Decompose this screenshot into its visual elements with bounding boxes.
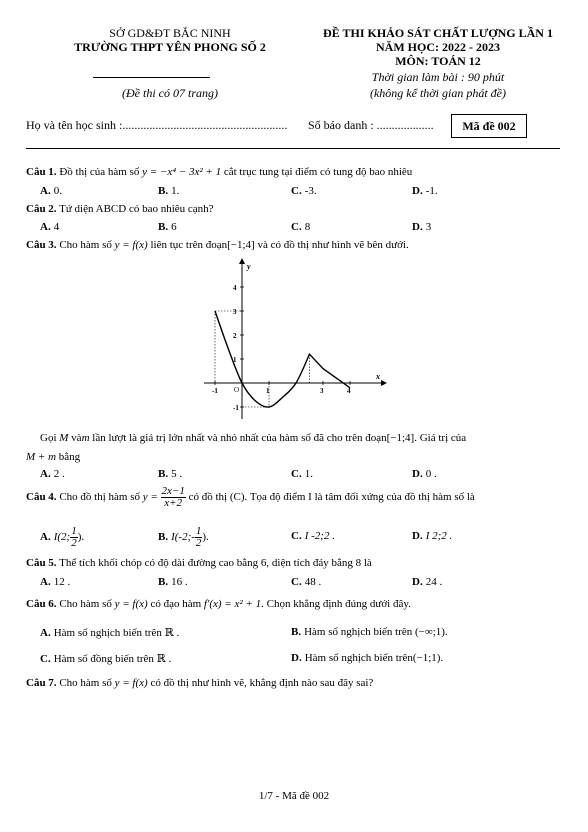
question-3 <box>26 239 409 251</box>
school-year: NĂM HỌC: 2022 - 2023 <box>376 40 500 54</box>
q3-interval: [−1;4] <box>227 239 255 251</box>
q4-option-a[interactable]: A. I(2; $\frac{1}{2}$ ). <box>40 525 85 549</box>
y-tick-label: 1 <box>233 356 237 364</box>
q5-option-a[interactable]: A. 12 . <box>40 576 71 588</box>
q5-option-c[interactable]: C. 48 . <box>291 576 322 588</box>
q2-option-d[interactable]: D. 3 <box>412 221 432 233</box>
q2-option-b[interactable]: B. 6 <box>158 221 177 233</box>
question-6: Câu 6. Cho hàm số y = f(x) có đạo hàm f′(x) = x² + 1. Chọn khẳng định đúng dưới đây. <box>26 598 411 610</box>
q3-option-d[interactable]: D. 0 . <box>412 468 437 480</box>
q1-option-a[interactable]: A. 0. <box>40 185 62 197</box>
q3-text-c: và có đồ thị như hình vẽ bên dưới. <box>257 239 409 251</box>
q6-label: Câu 6. <box>26 598 57 610</box>
student-id-field: Số báo danh : ................... <box>308 118 434 132</box>
y-axis-label: y <box>247 262 251 271</box>
q3-option-b[interactable]: B. 5 . <box>158 468 183 480</box>
q7-label: Câu 7. <box>26 677 57 689</box>
q6-option-d[interactable]: D. Hàm số nghịch biến trên(−1;1). <box>291 652 444 664</box>
exam-code-box: Mã đề 002 <box>451 114 527 138</box>
q6-option-c[interactable]: C. Hàm số đồng biến trên ℝ . <box>40 653 172 665</box>
x-axis-label: x <box>376 372 380 381</box>
q3-option-c[interactable]: C. 1. <box>291 468 313 480</box>
q1-option-d[interactable]: D. -1. <box>412 185 438 197</box>
y-tick-label: -1 <box>233 404 239 412</box>
q1-option-c[interactable]: C. -3. <box>291 185 317 197</box>
exam-time: Thời gian làm bài : 90 phút <box>371 70 505 84</box>
x-tick-label: 4 <box>347 387 351 395</box>
q4-label: Câu 4. <box>26 491 57 504</box>
y-tick-label: 2 <box>233 332 237 340</box>
q1-text-a: Đồ thị của hàm số <box>59 166 140 178</box>
q6-option-b[interactable]: B. Hàm số nghịch biến trên (−∞;1). <box>291 626 448 638</box>
q3-function-graph <box>200 255 390 425</box>
q2-text: Tứ diện ABCD có bao nhiêu cạnh? <box>59 203 214 215</box>
q3-body-line1: Gọi M vàm lần lượt là giá trị lớn nhất và nhỏ nhất của hàm số đã cho trên đoạn[−1;4]. Giá trị của <box>40 432 467 444</box>
y-tick-label: 3 <box>233 308 237 316</box>
q6-option-a[interactable]: A. Hàm số nghịch biến trên ℝ . <box>40 627 180 639</box>
student-divider <box>26 148 560 149</box>
q4-option-c[interactable]: C. I -2;2 . <box>291 530 335 542</box>
q2-option-a[interactable]: A. 4 <box>40 221 60 233</box>
question-4: Câu 4. Cho đồ thị hàm số y = $\frac{2x-1}{x+2}$ có đồ thị (C). Tọa độ điểm I là tâm đối xứng của đồ thị hàm số là <box>26 485 475 509</box>
q5-option-b[interactable]: B. 16 . <box>158 576 188 588</box>
y-tick-label: 4 <box>233 284 237 292</box>
school-name: TRƯỜNG THPT YÊN PHONG SỐ 2 <box>74 40 266 54</box>
page-footer: 1/7 - Mã đề 002 <box>258 790 330 802</box>
q3-body-line2: M + m bằng <box>26 451 81 463</box>
question-2 <box>26 203 214 215</box>
department-name: SỞ GD&ĐT BẮC NINH <box>109 26 231 40</box>
q2-label: Câu 2. <box>26 203 57 215</box>
header-divider <box>93 77 210 78</box>
q3-option-a[interactable]: A. 2 . <box>40 468 65 480</box>
question-1 <box>26 166 412 178</box>
q4-option-d[interactable]: D. I 2;2 . <box>412 530 453 542</box>
q5-label: Câu 5. <box>26 557 57 569</box>
q1-text-b: cắt trục tung tại điểm có tung độ bao nhiêu <box>223 166 413 178</box>
q1-formula: y = −x⁴ − 3x² + 1 <box>142 166 222 178</box>
q3-text-b: liên tục trên đoạn <box>150 239 228 251</box>
q1-option-b[interactable]: B. 1. <box>158 185 180 197</box>
q4-fraction: $\frac{2x-1}{x+2}$ <box>161 485 185 509</box>
question-7: Câu 7. Cho hàm số y = f(x) có đồ thị như hình vẽ, khẳng định nào sau đây sai? <box>26 677 374 689</box>
q3-text-a: Cho hàm số <box>59 239 112 251</box>
q5-option-d[interactable]: D. 24 . <box>412 576 443 588</box>
pages-note: (Đề thi có 07 trang) <box>122 86 218 100</box>
exam-title: ĐỀ THI KHẢO SÁT CHẤT LƯỢNG LẦN 1 <box>323 26 553 40</box>
student-name-field: Họ và tên học sinh :....................................................... <box>26 118 288 132</box>
q2-option-c[interactable]: C. 8 <box>291 221 311 233</box>
q3-label: Câu 3. <box>26 239 57 251</box>
x-tick-label: 1 <box>266 387 270 395</box>
q3-formula: y = f(x) <box>114 239 148 251</box>
x-tick-label: 3 <box>320 387 324 395</box>
q4-option-b[interactable]: B. I(-2;- $\frac{1}{2}$ ). <box>158 525 209 549</box>
exam-time-note: (không kể thời gian phát đề) <box>369 86 507 100</box>
q1-label: Câu 1. <box>26 166 57 178</box>
subject: MÔN: TOÁN 12 <box>395 54 481 68</box>
question-5: Câu 5. Thể tích khối chóp có độ dài đường cao bằng 6, diện tích đáy bằng 8 là <box>26 557 372 569</box>
origin-label: O <box>234 386 240 394</box>
x-tick-label: -1 <box>212 387 218 395</box>
